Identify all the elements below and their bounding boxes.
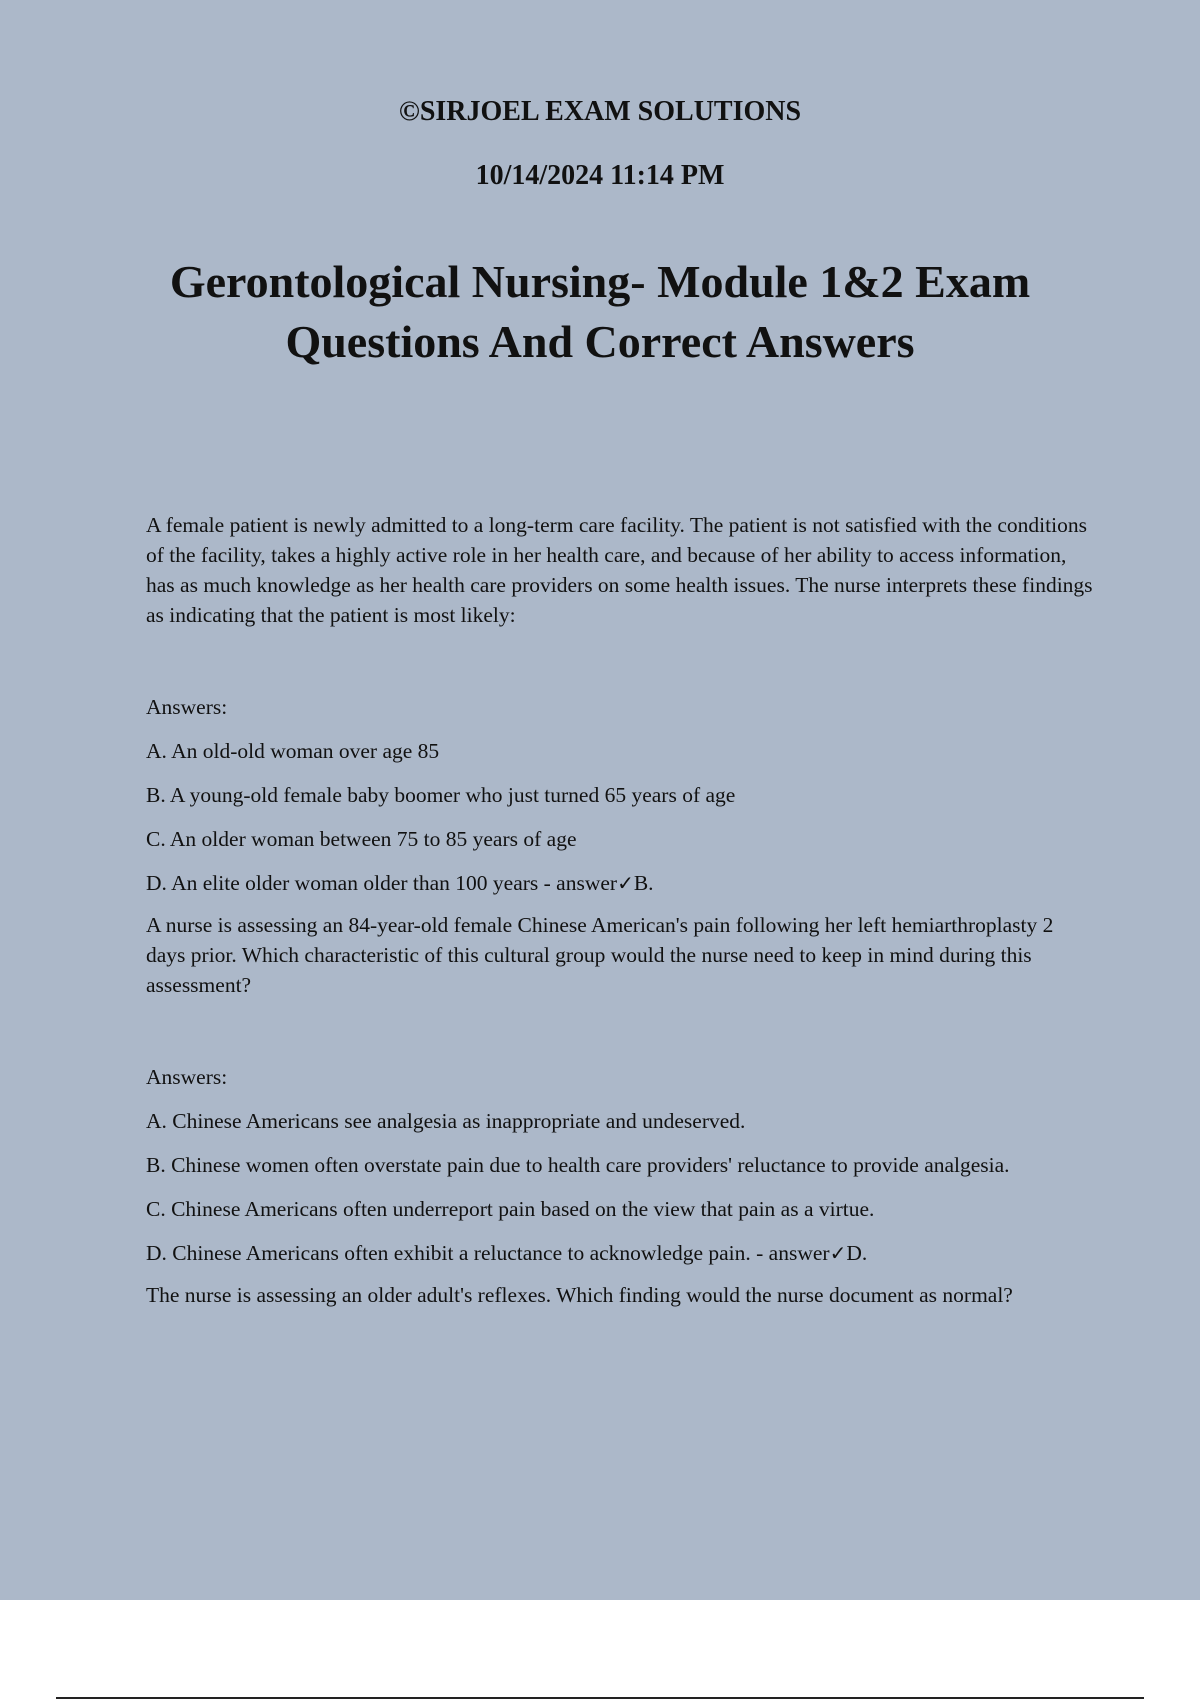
footer-divider — [56, 1697, 1144, 1699]
correct-answer: D. — [846, 1241, 868, 1265]
answer-option-text: D. Chinese Americans often exhibit a reluctance to acknowledge pain. - answer — [146, 1241, 830, 1265]
header-datetime: 10/14/2024 11:14 PM — [475, 160, 725, 191]
answer-option: A. Chinese Americans see analgesia as inappropriate and undeserved. — [146, 1109, 746, 1133]
document-title: Gerontological Nursing- Module 1&2 Exam Questions And Correct Answers — [169, 256, 1031, 367]
question-text: The nurse is assessing an older adult's reflexes. Which finding would the nurse document as normal? — [146, 1283, 1013, 1307]
answer-option-with-key — [146, 1238, 1096, 1268]
answer-option-text: D. An elite older woman older than 100 years - answer — [146, 871, 618, 895]
answer-option: A. An old-old woman over age 85 — [146, 739, 440, 763]
answer-option: C. An older woman between 75 to 85 years of age — [146, 827, 577, 851]
answers-label: Answers: — [146, 1065, 228, 1089]
answer-option: B. Chinese women often overstate pain due to health care providers' reluctance to provide analgesia. — [146, 1153, 1010, 1177]
checkmark-icon: ✓ — [617, 871, 634, 895]
answer-option: B. A young-old female baby boomer who just turned 65 years of age — [146, 783, 736, 807]
brand-header: ©SIRJOEL EXAM SOLUTIONS — [398, 96, 802, 127]
checkmark-icon: ✓ — [829, 1241, 847, 1265]
answer-option: C. Chinese Americans often underreport pain based on the view that pain as a virtue. — [146, 1197, 875, 1221]
correct-answer: B. — [633, 871, 654, 895]
question-text: A female patient is newly admitted to a long-term care facility. The patient is not satisfied with the conditions of the facility, takes a highly active role in her health care, and because of her ability to access information, has as much knowledge as her health care providers on some health issues. The nurse interprets these findings as indicating that the patient is most likely: — [146, 513, 1093, 627]
answers-label: Answers: — [146, 695, 228, 719]
answer-option-with-key — [146, 868, 1096, 898]
questions-section — [146, 510, 1096, 1318]
question-text: A nurse is assessing an 84-year-old female Chinese American's pain following her left hemiarthroplasty 2 days prior. Which characteristic of this cultural group would the nurse need to keep in mind during this assessment? — [146, 913, 1054, 997]
